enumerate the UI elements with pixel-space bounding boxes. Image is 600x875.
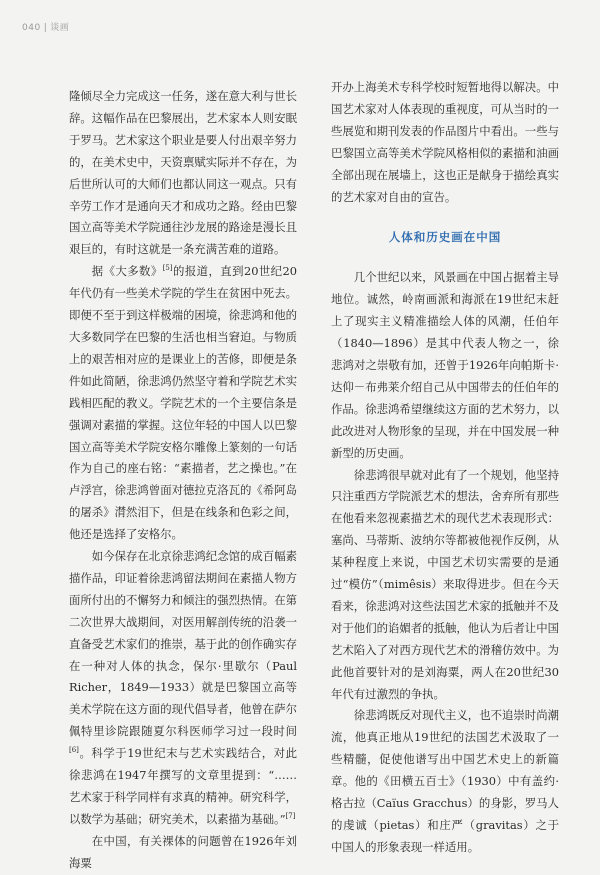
text-span: 据《大多数》 [91,264,163,279]
paragraph: 在中国，有关裸体的问题曾在1926年刘海粟 [69,833,297,870]
paragraph [69,546,297,831]
right-column [331,77,559,859]
paragraph: 徐悲鸿很早就对此有了一个规划，他坚持只注重西方学院派艺术的想法，舍弃所有那些在他看来忽视素描艺术的现代艺术表现形式：塞尚、马蒂斯、波纳尔等都被他视作反例，从某种程度上来说，中国艺术切实需要的是通过“模仿”（mimêsis）来取得进步。但在今天看来，徐悲鸿对这些法国艺术家的抵触并不及对于他们的谄媚者的抵触，他认为后者让中国艺术陷入了对西方现代艺术的滑稽仿效中。为此他首要针对的是刘海粟，两人在20世纪30年代有过激烈的争执。 [331,467,559,701]
running-title: 谈画 [50,23,70,33]
text-span: 。科学于19世纪末与艺术实践结合，对此徐悲鸿在1947年撰写的文章里提到：“……艺术家于科学同样有求真的精神。研究科学，以数学为基础；研究美术，以素描为基础。” [69,746,297,826]
left-column [69,86,297,875]
section-title: 人体和历史画在中国 [388,230,502,245]
text-span: 如今保存在北京徐悲鸿纪念馆的成百幅素描作品，印证着徐悲鸿留法期间在素描人物方面所付出的不懈努力和倾注的强烈热情。在第二次世界大战期间，对医用解剖传统的沿袭一直备受艺术家们的推崇，基于此的创作确实存在一种对人体的执念，保尔·里歇尔（Paul Richer，1849—1933）就是巴黎国立高等美术学院在这方面的现代倡导者，他曾在萨尔佩特里诊院跟随夏尔科医师学习过一段时间 [69,549,297,739]
text-span: 的报道，直到20世纪20年代仍有一些美术学院的学生在贫困中死去。即便不至于到这样极端的困境，徐悲鸿和他的大多数同学在巴黎的生活也相当窘迫。与物质上的艰苦相对应的是课业上的苦修，即便是条件如此简陋，徐悲鸿仍然坚守着和学院艺术实践相匹配的教义。学院艺术的一个主要信条是强调对素描的掌握。这位年轻的中国人以巴黎国立高等美术学院安格尔雕像上篆刻的一句话作为自己的座右铭：“素描者，艺之操也。”在卢浮宫，徐悲鸿曾面对德拉克洛瓦的《希阿岛的屠杀》潸然泪下，但是在线条和色彩之间，他还是选择了安格尔。 [69,264,297,542]
paragraph: 隆倾尽全力完成这一任务，遂在意大利与世长辞。这幅作品在巴黎展出，艺术家本人则安眠于罗马。艺术家这个职业是要人付出艰辛努力的，在美术史中，天资禀赋实际并不存在，为后世所认可的大师们也都认同这一观点。只有辛劳工作才是通向天才和成功之路。经由巴黎国立高等美术学院通往沙龙展的路途是漫长且艰巨的，有时这就是一条充满苦难的道路。 [69,89,297,257]
footnote-ref: [7] [285,812,296,821]
paragraph: 几个世纪以来，风景画在中国占据着主导地位。诚然，岭南画派和海派在19世纪末赶上了现实主义精准描绘人体的风潮，任伯年（1840—1896）是其中代表人物之一，徐悲鸿对之崇敬有加，还曾于1926年向帕斯卡·达仰－布弗莱介绍自己从中国带去的任伯年的作品。徐悲鸿希望继续这方面的艺术努力，以此改进对人物形象的呈现，并在中国发展一种新型的历史画。 [331,270,559,460]
paragraph: 开办上海美术专科学校时短暂地得以解决。中国艺术家对人体表现的重视度，可从当时的一些展览和期刊发表的作品图片中看出。一些与巴黎国立高等美术学院风格相似的素描和油画全部出现在展墙上，这也正是献身于描绘真实的艺术家对自由的宣告。 [331,80,559,204]
paragraph [69,261,297,546]
paragraph: 徐悲鸿既反对现代主义，也不追崇时尚潮流，他真正地从19世纪的法国艺术汲取了一些精髓，促使他谱写出中国艺术史上的新篇章。他的《田横五百士》（1930）中有盖约·格古拉（Caïus Gracchus）的身影，罗马人的虔诚（pietas）和庄严（gravitas）之于中国人的形象表现一样适用。 [331,708,559,854]
running-header [22,20,69,33]
header-separator: | [43,23,48,33]
footnote-ref: [5] [162,264,173,273]
page-number: 040 [22,23,41,33]
footnote-ref: [6] [69,746,79,755]
